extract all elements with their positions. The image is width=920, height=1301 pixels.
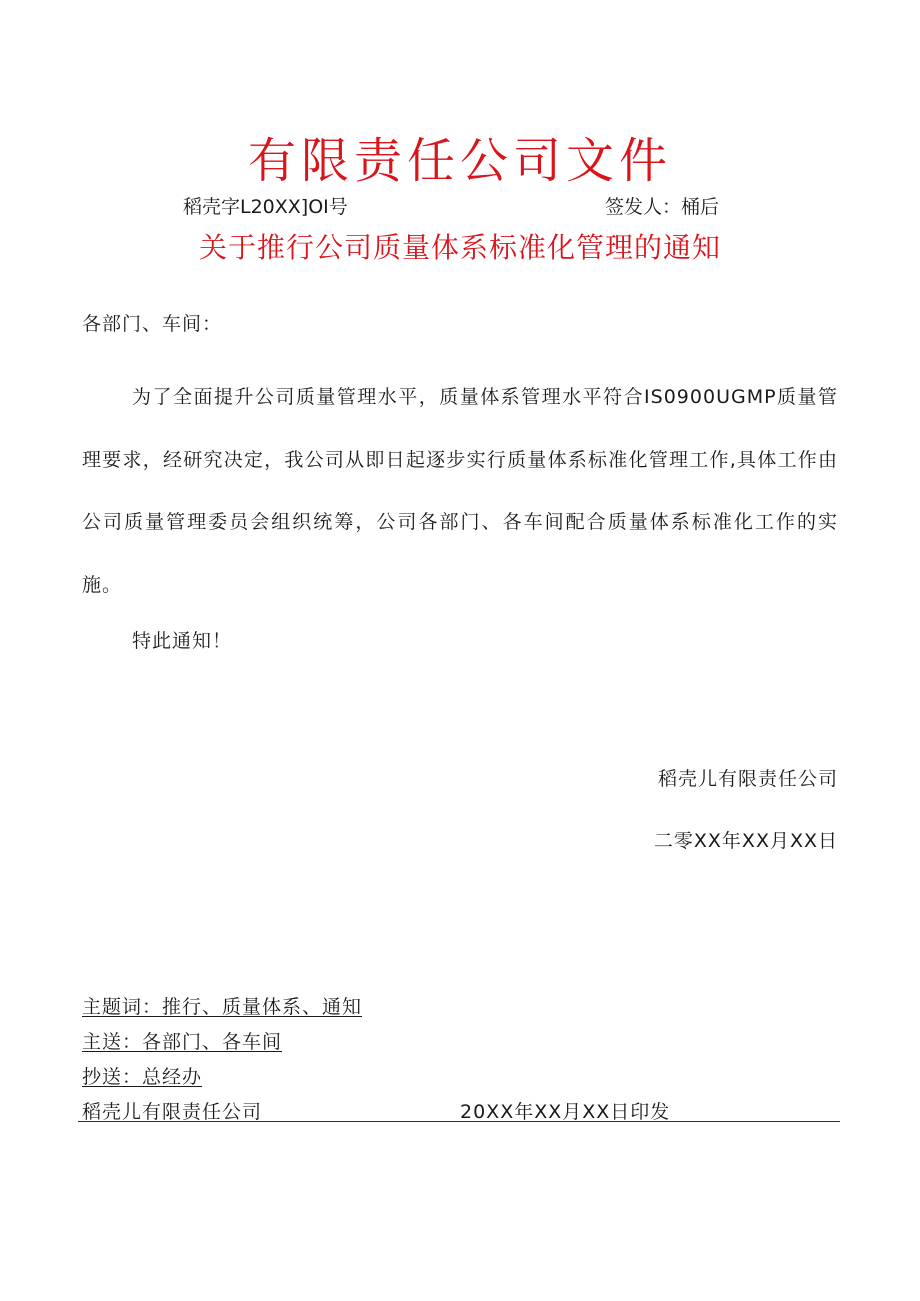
footer-send-to: 主送：各部门、各车间 — [82, 1031, 283, 1053]
notice-title: 关于推行公司质量体系标准化管理的通知 — [198, 231, 721, 264]
document-header-title: 有限责任公司文件 — [247, 133, 672, 189]
footer-cc: 抄送：总经办 — [82, 1066, 203, 1088]
signature-company: 稻壳儿有限责任公司 — [657, 768, 838, 790]
footer-issue-date: 20XX年XX月XX日印发 — [460, 1101, 671, 1123]
salutation: 各部门、车间： — [82, 313, 223, 335]
closing-line: 特此通知！ — [132, 630, 233, 652]
signature-date: 二零XX年XX月XX日 — [653, 830, 838, 852]
footer-keywords: 主题词：推行、质量体系、通知 — [82, 996, 363, 1018]
signer: 签发人：桶后 — [605, 196, 720, 218]
footer-divider — [78, 1121, 840, 1122]
footer-issuer: 稻壳儿有限责任公司 — [82, 1101, 263, 1123]
notice-body-paragraph: 为了全面提升公司质量管理水平，质量体系管理水平符合IS0900UGMP质量管理要求，经研究决定，我公司从即日起逐步实行质量体系标准化管理工作,具体工作由公司质量管理委员会组织统筹，公司各部门、各车间配合质量体系标准化工作的实施。 — [82, 386, 838, 596]
document-number: 稻壳字L20XX]OI号 — [183, 196, 348, 218]
